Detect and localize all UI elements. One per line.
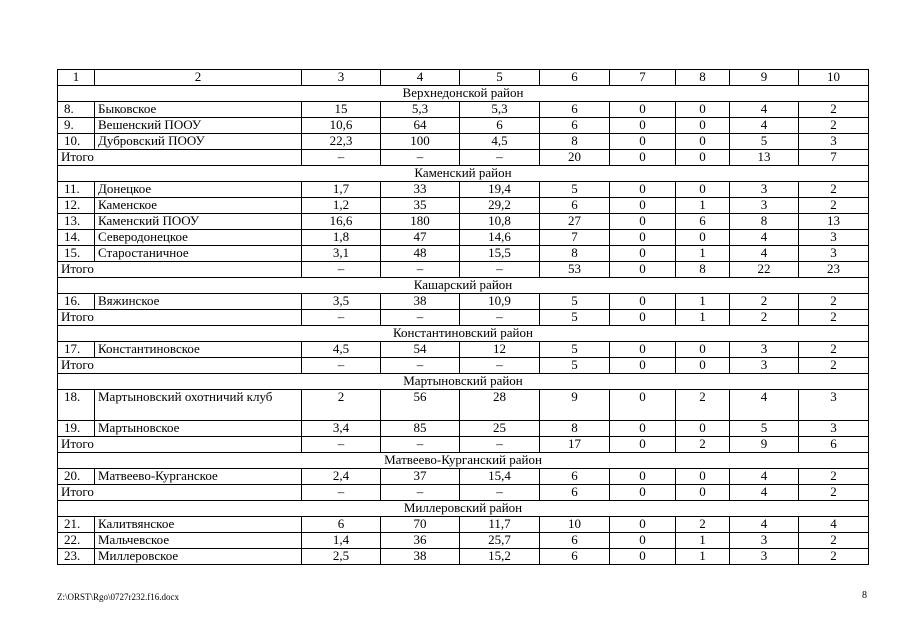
table-cell: 3 [799, 246, 869, 262]
table-cell: 5 [730, 134, 799, 150]
table-cell: 1,8 [302, 230, 381, 246]
total-cell: 1 [676, 310, 730, 326]
total-cell: 7 [799, 150, 869, 166]
row-name: Миллеровское [95, 549, 302, 565]
table-cell: 1 [676, 198, 730, 214]
header-cell: 5 [460, 70, 540, 86]
table-cell: 27 [540, 214, 610, 230]
total-cell: – [381, 485, 460, 501]
table-row [58, 198, 869, 214]
row-name: Быковское [95, 102, 302, 118]
total-label: Итого [58, 150, 302, 166]
section-title: Миллеровский район [58, 501, 869, 517]
total-cell: – [302, 485, 381, 501]
table-cell: 28 [460, 390, 540, 421]
total-row [58, 485, 869, 501]
total-cell: 22 [730, 262, 799, 278]
table-cell: 12 [460, 342, 540, 358]
table-cell: 3 [730, 198, 799, 214]
section-row [58, 86, 869, 102]
total-label: Итого [58, 262, 302, 278]
table-cell: 4 [730, 469, 799, 485]
page-number: 8 [862, 590, 867, 601]
table-cell: 8 [540, 134, 610, 150]
table-cell: 0 [610, 102, 676, 118]
table-cell: 8 [540, 246, 610, 262]
row-number: 9. [58, 118, 95, 134]
row-name: Старостаничное [95, 246, 302, 262]
table-cell: 4 [730, 246, 799, 262]
table-cell: 37 [381, 469, 460, 485]
table-cell: 6 [540, 118, 610, 134]
table-cell: 4 [730, 118, 799, 134]
table-cell: 0 [676, 342, 730, 358]
row-number: 10. [58, 134, 95, 150]
table-cell: 6 [540, 469, 610, 485]
table-cell: 2 [302, 390, 381, 421]
total-label: Итого [58, 310, 302, 326]
table-cell: 25,7 [460, 533, 540, 549]
total-row [58, 310, 869, 326]
total-cell: – [381, 310, 460, 326]
table-row [58, 517, 869, 533]
total-cell: 2 [676, 437, 730, 453]
table-cell: 29,2 [460, 198, 540, 214]
table-cell: 48 [381, 246, 460, 262]
row-number: 23. [58, 549, 95, 565]
table-cell: 5 [540, 182, 610, 198]
row-name: Мальчевское [95, 533, 302, 549]
total-cell: 0 [610, 262, 676, 278]
table-cell: 0 [610, 421, 676, 437]
table-row [58, 230, 869, 246]
header-cell: 7 [610, 70, 676, 86]
total-cell: 6 [540, 485, 610, 501]
total-row [58, 358, 869, 374]
total-cell: – [460, 310, 540, 326]
row-number: 20. [58, 469, 95, 485]
header-cell: 6 [540, 70, 610, 86]
table-body [58, 70, 869, 565]
table-cell: 0 [610, 230, 676, 246]
row-number: 11. [58, 182, 95, 198]
total-cell: 0 [610, 437, 676, 453]
table-cell: 0 [676, 118, 730, 134]
table-cell: 10,9 [460, 294, 540, 310]
footer-file-path: Z:\ORST\Rgo\0727r232.f16.docx [57, 592, 179, 602]
table-row [58, 246, 869, 262]
table-cell: 35 [381, 198, 460, 214]
section-row [58, 374, 869, 390]
table-cell: 4,5 [302, 342, 381, 358]
section-title: Кашарский район [58, 278, 869, 294]
total-cell: 0 [610, 310, 676, 326]
table-cell: 3,5 [302, 294, 381, 310]
table-cell: 2 [799, 533, 869, 549]
table-cell: 0 [610, 533, 676, 549]
table-cell: 2 [799, 182, 869, 198]
table-cell: 15,5 [460, 246, 540, 262]
table-cell: 4 [799, 517, 869, 533]
table-cell: 2 [799, 342, 869, 358]
row-name: Северодонецкое [95, 230, 302, 246]
table-cell: 0 [610, 182, 676, 198]
row-number: 13. [58, 214, 95, 230]
table-cell: 1 [676, 549, 730, 565]
table-cell: 15 [302, 102, 381, 118]
table-cell: 38 [381, 294, 460, 310]
section-row [58, 501, 869, 517]
table-cell: 0 [676, 182, 730, 198]
total-cell: 2 [730, 310, 799, 326]
table-cell: 10,6 [302, 118, 381, 134]
total-cell: 23 [799, 262, 869, 278]
section-title: Каменский район [58, 166, 869, 182]
total-cell: – [302, 437, 381, 453]
header-cell: 8 [676, 70, 730, 86]
total-cell: 2 [799, 310, 869, 326]
section-row [58, 453, 869, 469]
table-cell: 3 [799, 230, 869, 246]
total-label: Итого [58, 437, 302, 453]
table-cell: 2 [799, 198, 869, 214]
row-number: 19. [58, 421, 95, 437]
total-cell: – [460, 437, 540, 453]
table-cell: 6 [540, 198, 610, 214]
table-cell: 0 [610, 469, 676, 485]
row-name: Константиновское [95, 342, 302, 358]
table-cell: 0 [676, 134, 730, 150]
total-cell: 13 [730, 150, 799, 166]
total-cell: – [460, 485, 540, 501]
total-cell: – [381, 262, 460, 278]
table-cell: 25 [460, 421, 540, 437]
table-cell: 0 [610, 198, 676, 214]
section-title: Мартыновский район [58, 374, 869, 390]
total-cell: – [302, 310, 381, 326]
header-cell: 9 [730, 70, 799, 86]
table-cell: 4 [730, 102, 799, 118]
total-cell: 0 [676, 485, 730, 501]
section-title: Константиновский район [58, 326, 869, 342]
table-cell: 33 [381, 182, 460, 198]
table-cell: 5,3 [381, 102, 460, 118]
total-label: Итого [58, 485, 302, 501]
total-cell: 0 [676, 150, 730, 166]
header-row [58, 70, 869, 86]
total-cell: 5 [540, 358, 610, 374]
total-cell: – [460, 262, 540, 278]
table-cell: 2 [799, 469, 869, 485]
table-cell: 2 [799, 294, 869, 310]
total-cell: 0 [610, 485, 676, 501]
table-cell: 3 [799, 134, 869, 150]
row-name: Донецкое [95, 182, 302, 198]
row-name: Дубровский ПООУ [95, 134, 302, 150]
total-cell: 2 [799, 358, 869, 374]
table-cell: 14,6 [460, 230, 540, 246]
table-row [58, 469, 869, 485]
data-table [57, 69, 869, 565]
table-cell: 56 [381, 390, 460, 421]
row-name: Калитвянское [95, 517, 302, 533]
table-cell: 5 [730, 421, 799, 437]
table-cell: 1,4 [302, 533, 381, 549]
row-name: Каменское [95, 198, 302, 214]
table-cell: 0 [610, 342, 676, 358]
header-cell: 2 [95, 70, 302, 86]
table-cell: 3 [799, 390, 869, 421]
table-cell: 16,6 [302, 214, 381, 230]
row-number: 21. [58, 517, 95, 533]
total-cell: – [460, 358, 540, 374]
header-cell: 10 [799, 70, 869, 86]
table-row [58, 533, 869, 549]
row-number: 18. [58, 390, 95, 421]
table-cell: 2 [676, 517, 730, 533]
table-cell: 100 [381, 134, 460, 150]
total-row [58, 150, 869, 166]
total-cell: – [460, 150, 540, 166]
header-cell: 3 [302, 70, 381, 86]
table-cell: 3,4 [302, 421, 381, 437]
table-cell: 3 [730, 182, 799, 198]
table-cell: 13 [799, 214, 869, 230]
table-row [58, 390, 869, 421]
table-row [58, 118, 869, 134]
table-cell: 4 [730, 230, 799, 246]
table-cell: 10,8 [460, 214, 540, 230]
table-cell: 3,1 [302, 246, 381, 262]
table-cell: 7 [540, 230, 610, 246]
total-cell: 0 [610, 150, 676, 166]
row-number: 16. [58, 294, 95, 310]
table-cell: 4 [730, 390, 799, 421]
table-cell: 2,4 [302, 469, 381, 485]
table-cell: 85 [381, 421, 460, 437]
section-title: Матвеево-Курганский район [58, 453, 869, 469]
table-row [58, 102, 869, 118]
row-name: Каменский ПООУ [95, 214, 302, 230]
table-cell: 6 [540, 533, 610, 549]
table-cell: 5 [540, 294, 610, 310]
total-cell: 20 [540, 150, 610, 166]
table-cell: 3 [730, 533, 799, 549]
table-cell: 0 [610, 517, 676, 533]
table-cell: 1 [676, 246, 730, 262]
table-cell: 1 [676, 533, 730, 549]
total-cell: 0 [676, 358, 730, 374]
table-cell: 15,2 [460, 549, 540, 565]
table-cell: 0 [676, 102, 730, 118]
table-cell: 0 [676, 469, 730, 485]
row-name: Вяжинское [95, 294, 302, 310]
row-name: Мартыновское [95, 421, 302, 437]
row-name: Матвеево-Курганское [95, 469, 302, 485]
section-row [58, 166, 869, 182]
table-row [58, 421, 869, 437]
header-cell: 1 [58, 70, 95, 86]
table-cell: 180 [381, 214, 460, 230]
table-cell: 5 [540, 342, 610, 358]
table-cell: 15,4 [460, 469, 540, 485]
total-cell: 3 [730, 358, 799, 374]
table-cell: 54 [381, 342, 460, 358]
table-cell: 3 [799, 421, 869, 437]
table-cell: 8 [730, 214, 799, 230]
table-cell: 4,5 [460, 134, 540, 150]
table-cell: 2 [799, 118, 869, 134]
table-cell: 0 [610, 118, 676, 134]
table-cell: 2,5 [302, 549, 381, 565]
row-number: 15. [58, 246, 95, 262]
table-cell: 2 [799, 102, 869, 118]
table-cell: 6 [460, 118, 540, 134]
table-cell: 4 [730, 517, 799, 533]
total-cell: 4 [730, 485, 799, 501]
table-cell: 9 [540, 390, 610, 421]
table-cell: 0 [676, 230, 730, 246]
total-cell: 5 [540, 310, 610, 326]
table-cell: 38 [381, 549, 460, 565]
section-row [58, 326, 869, 342]
table-cell: 3 [730, 342, 799, 358]
table-cell: 0 [610, 294, 676, 310]
table-cell: 1 [676, 294, 730, 310]
table-cell: 19,4 [460, 182, 540, 198]
row-number: 17. [58, 342, 95, 358]
table-row [58, 294, 869, 310]
table-cell: 6 [676, 214, 730, 230]
table-row [58, 342, 869, 358]
total-cell: 8 [676, 262, 730, 278]
table-cell: 2 [676, 390, 730, 421]
table-cell: 0 [610, 390, 676, 421]
total-label: Итого [58, 358, 302, 374]
table-cell: 22,3 [302, 134, 381, 150]
total-row [58, 437, 869, 453]
table-row [58, 214, 869, 230]
row-number: 8. [58, 102, 95, 118]
table-cell: 2 [799, 549, 869, 565]
table-cell: 1,2 [302, 198, 381, 214]
section-row [58, 278, 869, 294]
table-cell: 10 [540, 517, 610, 533]
total-cell: 0 [610, 358, 676, 374]
total-cell: – [381, 358, 460, 374]
row-number: 14. [58, 230, 95, 246]
total-cell: – [302, 150, 381, 166]
total-cell: – [302, 262, 381, 278]
total-row [58, 262, 869, 278]
total-cell: 6 [799, 437, 869, 453]
total-cell: 2 [799, 485, 869, 501]
table-cell: 11,7 [460, 517, 540, 533]
header-cell: 4 [381, 70, 460, 86]
table-cell: 2 [730, 294, 799, 310]
table-cell: 36 [381, 533, 460, 549]
row-number: 12. [58, 198, 95, 214]
table-cell: 6 [540, 549, 610, 565]
total-cell: 9 [730, 437, 799, 453]
table-cell: 8 [540, 421, 610, 437]
table-cell: 47 [381, 230, 460, 246]
table-row [58, 182, 869, 198]
table-cell: 5,3 [460, 102, 540, 118]
total-cell: – [381, 437, 460, 453]
table-cell: 64 [381, 118, 460, 134]
total-cell: – [381, 150, 460, 166]
total-cell: 53 [540, 262, 610, 278]
table-cell: 0 [676, 421, 730, 437]
table-row [58, 134, 869, 150]
section-title: Верхнедонской район [58, 86, 869, 102]
table-cell: 70 [381, 517, 460, 533]
table-cell: 1,7 [302, 182, 381, 198]
table-cell: 0 [610, 134, 676, 150]
row-name: Вешенский ПООУ [95, 118, 302, 134]
table-cell: 6 [540, 102, 610, 118]
total-cell: 17 [540, 437, 610, 453]
table-row [58, 549, 869, 565]
table-cell: 0 [610, 549, 676, 565]
row-number: 22. [58, 533, 95, 549]
table-cell: 0 [610, 214, 676, 230]
table-cell: 3 [730, 549, 799, 565]
total-cell: – [302, 358, 381, 374]
table-cell: 0 [610, 246, 676, 262]
row-name: Мартыновский охотничий клуб [95, 390, 302, 421]
table-cell: 6 [302, 517, 381, 533]
